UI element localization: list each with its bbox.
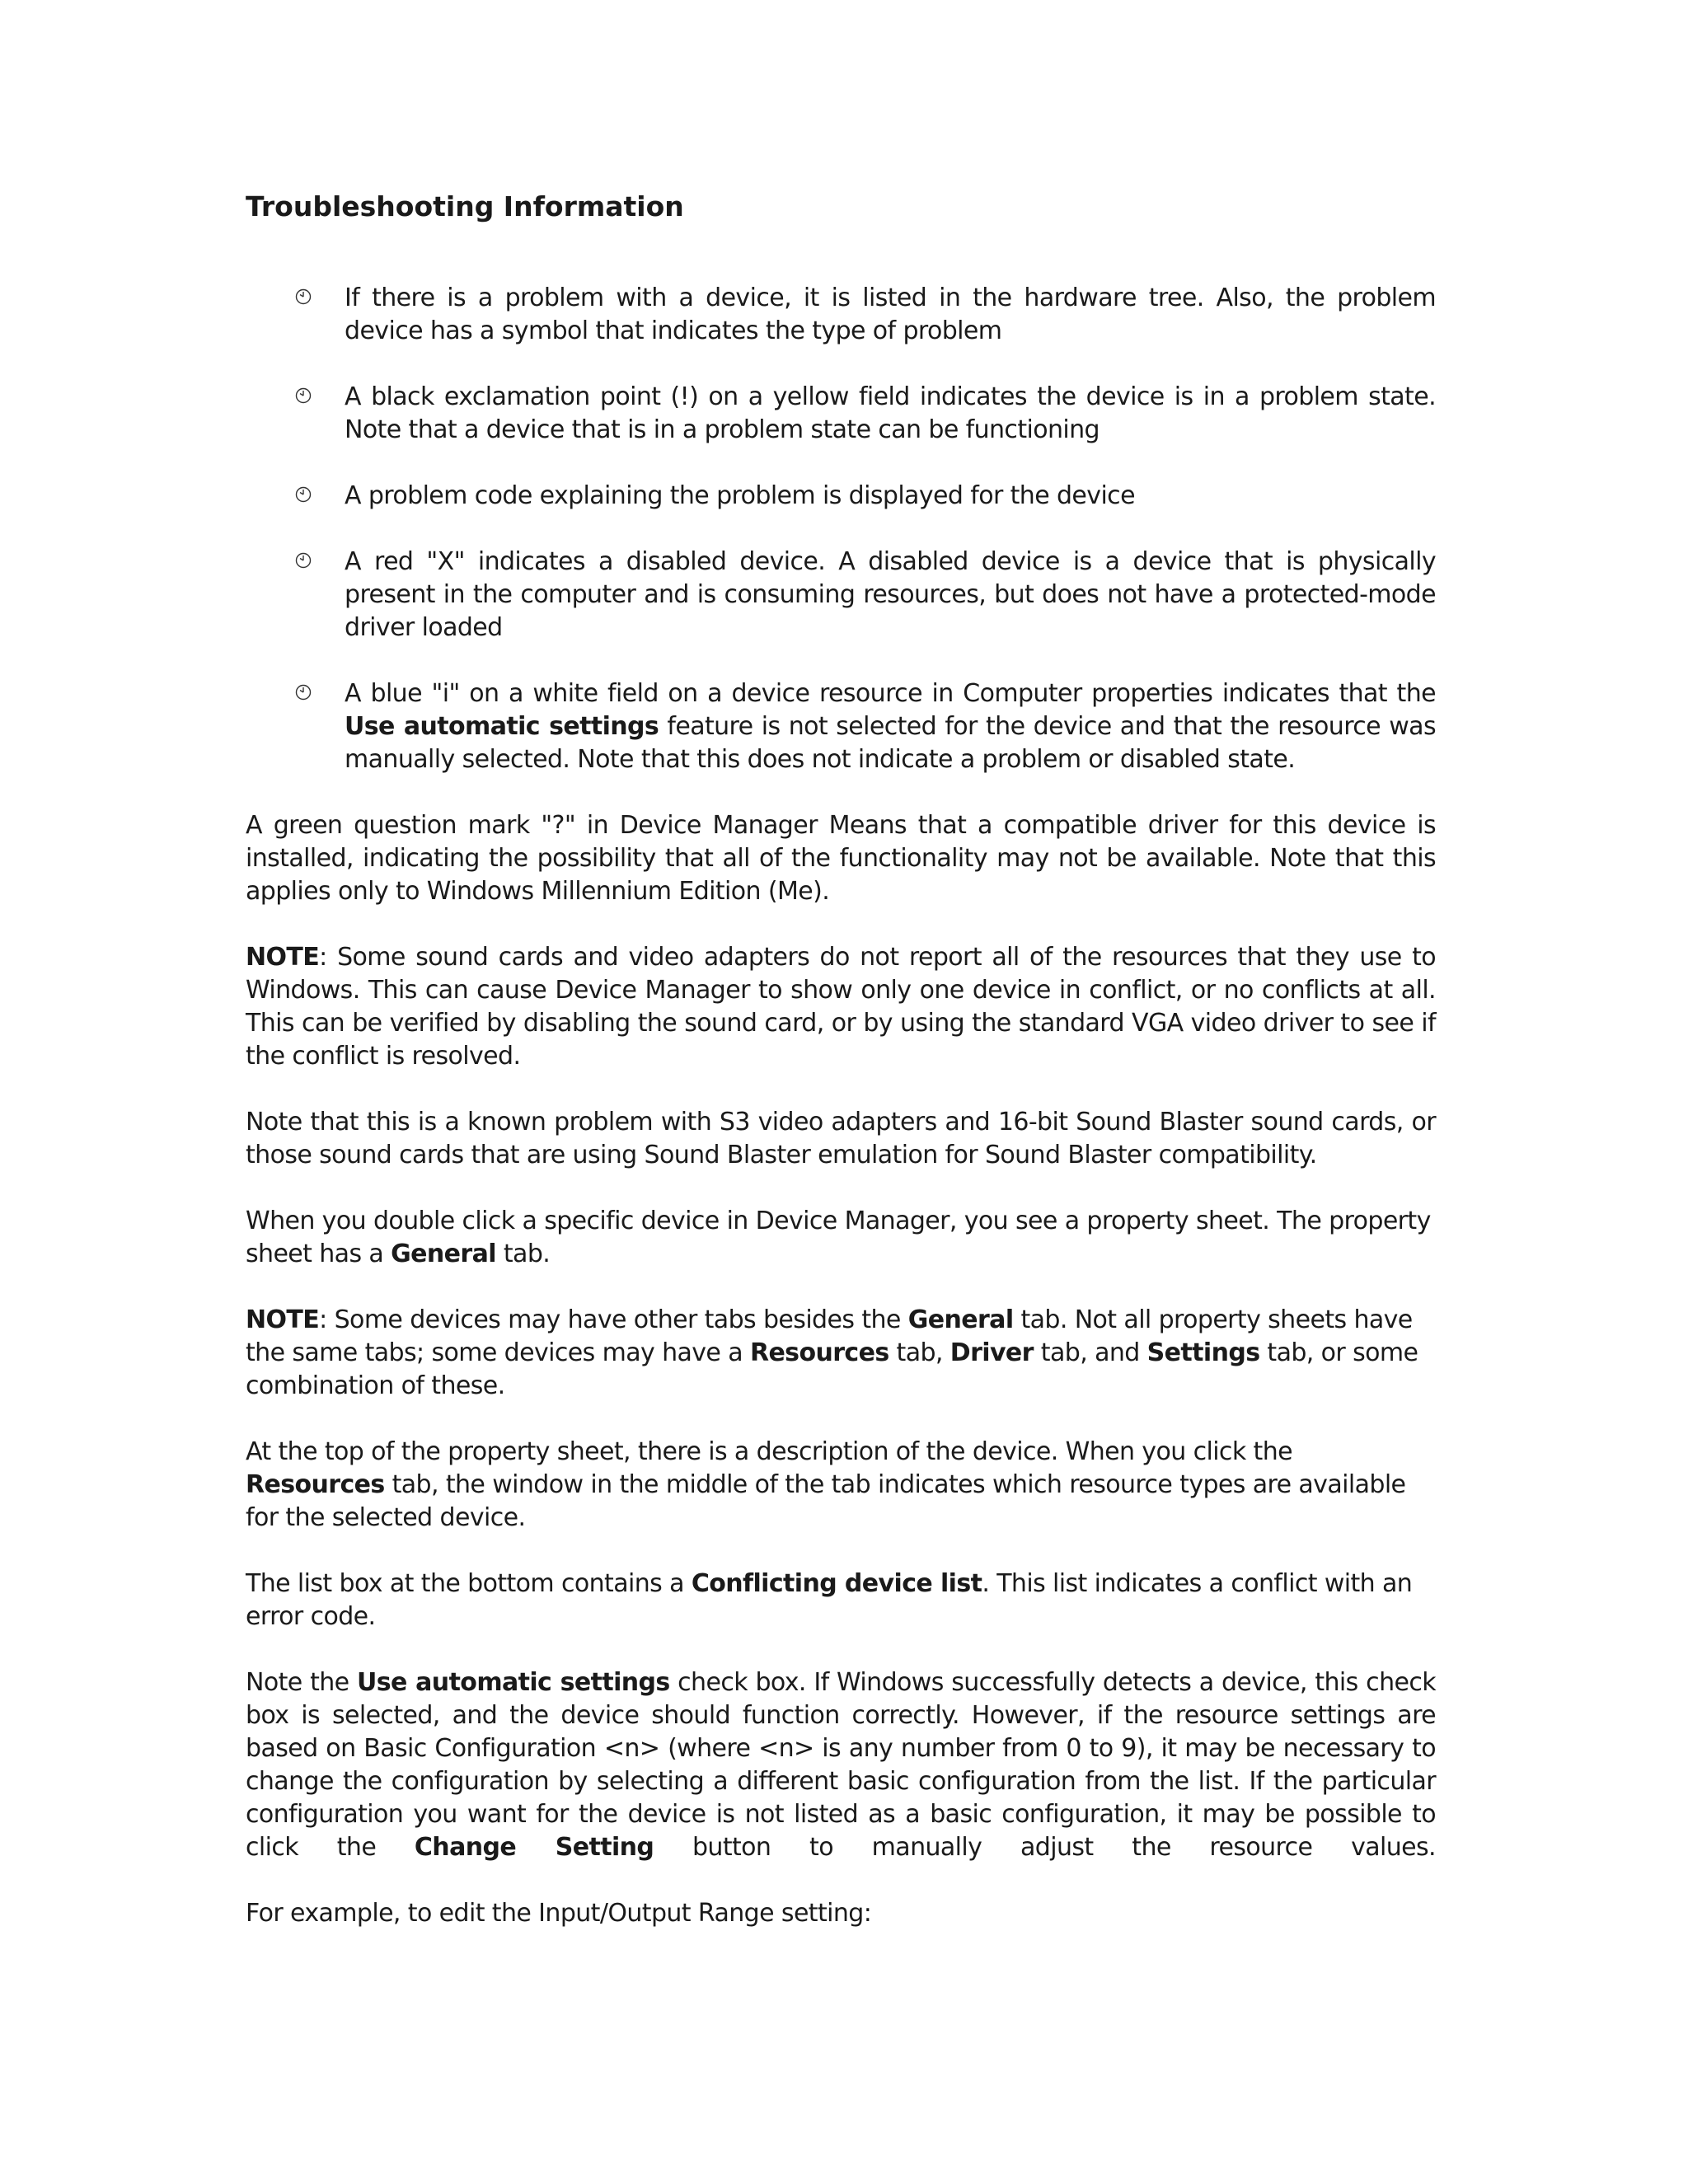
paragraph-resources-tab: At the top of the property sheet, there is a description of the device. When you click the Resources tab, the window in the middle of the tab indicates which resource types are available for the selected device. [246,1437,1406,1532]
resources-tab-term: Resources [749,1338,889,1367]
paragraph-green-question-mark: A green question mark "?" in Device Manager Means that a compatible driver for this device is installed, indicating the possibility that all of the functionality may not be available. Note that this applies only to Windows Millennium Edition (Me). [246,811,1436,906]
list-item-text: If there is a problem with a device, it is listed in the hardware tree. Also, the problem device has a symbol that indicates the type of problem [345,284,1436,345]
document-page [246,190,1436,1963]
clock-icon [295,387,312,404]
settings-tab-term: Settings [1146,1338,1260,1367]
list-item [246,677,1436,776]
clock-icon [295,684,312,701]
list-item [246,381,1436,447]
paragraph-conflicting-list: The list box at the bottom contains a Conflicting device list. This list indicates a conflict with an error code. [246,1569,1413,1631]
note-label: NOTE [246,1305,320,1334]
general-tab-term: General [907,1305,1014,1334]
clock-icon [295,486,312,503]
list-item-text: A blue "i" on a white field on a device resource in Computer properties indicates that the Use automatic settings feature is not selected for the device and that the resource was manually selected. Note that this does not indicate a problem or disabled state. [345,679,1437,774]
resources-tab-term: Resources [246,1470,385,1499]
use-automatic-settings-term: Use automatic settings [357,1668,670,1697]
change-setting-term: Change Setting [414,1833,654,1862]
driver-tab-term: Driver [950,1338,1034,1367]
paragraph-use-automatic-settings: Note the Use automatic settings check box. If Windows successfully detects a device, this check box is selected, and the device should function correctly. However, if the resource settings are based on Basic Configuration <n> (where <n> is any number from 0 to 9), it may be necessary to change the configuration by selecting a different basic configuration from the list. If the particular configuration you want for the device is not listed as a basic configuration, it may be possible to click the Change Setting button to manually adjust the resource values. [246,1668,1437,1862]
paragraph-property-sheet: When you double click a specific device in Device Manager, you see a property sheet. The property sheet has a General tab. [246,1207,1431,1268]
paragraph-s3-known-problem: Note that this is a known problem with S3 video adapters and 16-bit Sound Blaster sound cards, or those sound cards that are using Sound Blaster emulation for Sound Blaster compatibility. [246,1108,1436,1169]
bullet-list [246,282,1436,776]
conflicting-device-list-term: Conflicting device list [691,1569,982,1598]
list-item-text: A black exclamation point (!) on a yellow field indicates the device is in a problem state. Note that a device that is in a problem state can be functioning [345,382,1436,444]
list-item [246,282,1436,348]
use-automatic-settings-term: Use automatic settings [345,712,659,741]
paragraph-example: For example, to edit the Input/Output Range setting: [246,1899,872,1928]
paragraph-note-sound-cards: NOTE: Some sound cards and video adapters do not report all of the resources that they use to Windows. This can cause Device Manager to show only one device in conflict, or no conflicts at all. This can be verified by disabling the sound card, or by using the standard VGA video driver to see if the conflict is resolved. [246,943,1436,1071]
general-tab-term: General [391,1240,496,1268]
paragraph-note-tabs: NOTE: Some devices may have other tabs besides the General tab. Not all property sheets have the same tabs; some devices may have a Resources tab, Driver tab, and Settings tab, or some combination of these. [246,1305,1418,1400]
list-item-text: A red "X" indicates a disabled device. A disabled device is a device that is physically present in the computer and is consuming resources, but does not have a protected-mode driver loaded [345,547,1436,642]
page-title: Troubleshooting Information [246,190,684,223]
list-item-text: A problem code explaining the problem is displayed for the device [345,481,1135,510]
clock-icon [295,552,312,569]
note-label: NOTE [246,943,320,972]
list-item [246,546,1436,644]
list-item [246,480,1436,513]
clock-icon [295,288,312,305]
